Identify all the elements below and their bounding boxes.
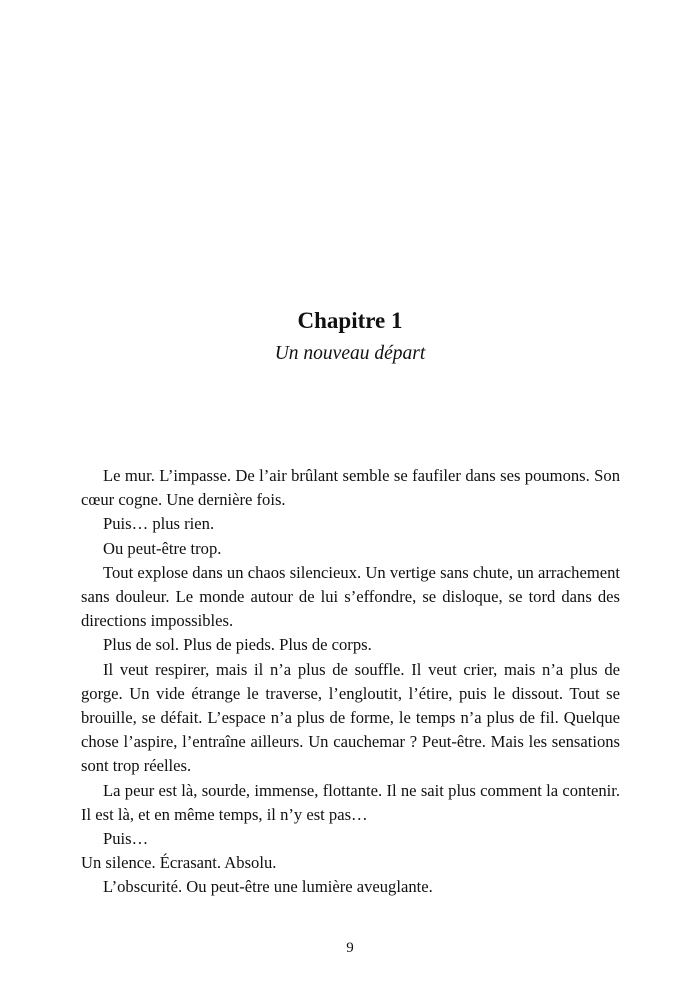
paragraph: Le mur. L’impasse. De l’air brûlant semble se faufiler dans ses poumons. Son cœur cogne. Une dernière fois. — [81, 466, 620, 510]
chapter-body — [81, 464, 620, 900]
chapter-subtitle: Un nouveau départ — [274, 343, 426, 364]
page-number: 9 — [346, 940, 354, 956]
paragraph: Puis… plus rien. — [103, 514, 215, 534]
paragraph: Ou peut-être trop. — [103, 538, 222, 558]
paragraph: L’obscurité. Ou peut-être une lumière aveuglante. — [103, 877, 433, 897]
paragraph: La peur est là, sourde, immense, flottante. Il ne sait plus comment la contenir. Il est là, et en même temps, il n’y est pas… — [81, 780, 620, 824]
paragraph: Un silence. Écrasant. Absolu. — [81, 853, 277, 873]
paragraph: Plus de sol. Plus de pieds. Plus de corps. — [103, 635, 372, 655]
paragraph: Tout explose dans un chaos silencieux. Un vertige sans chute, un arrachement sans douleur. Le monde autour de lui s’effondre, se disloque, se tord dans des directions impossibles. — [81, 562, 620, 631]
paragraph: Il veut respirer, mais il n’a plus de souffle. Il veut crier, mais n’a plus de gorge. Un vide étrange le traverse, l’engloutit, l’étire, puis le dissout. Tout se brouille, se défait. L’espace n’a plus de forme, le temps n’a plus de fil. Quelque chose l’aspire, l’entraîne ailleurs. Un cauchemar ? Peut-être. Mais les sensations sont trop réelles. — [81, 659, 620, 776]
chapter-title: Chapitre 1 — [297, 308, 403, 333]
paragraph: Puis… — [103, 829, 149, 849]
